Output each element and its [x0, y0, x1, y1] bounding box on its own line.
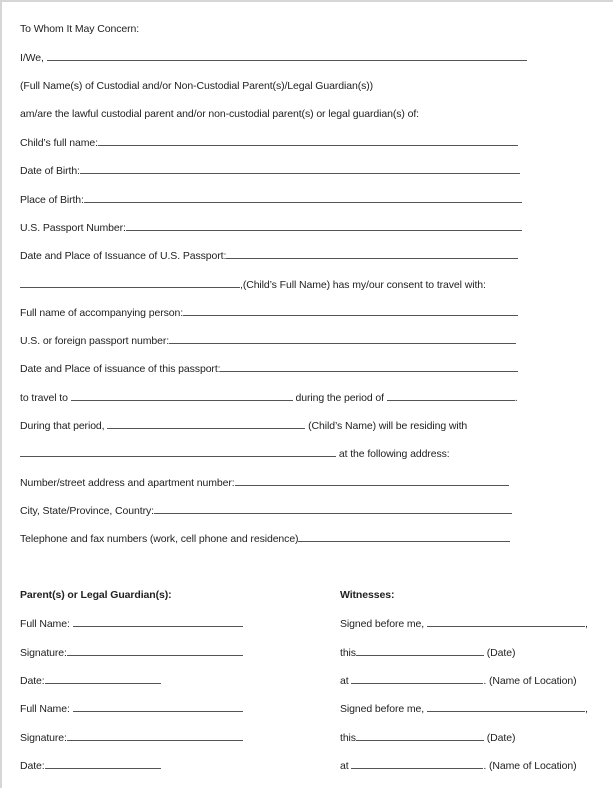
witness-1-signed-field[interactable] — [427, 616, 585, 627]
witness-2-date-field[interactable] — [356, 730, 484, 741]
salutation: To Whom It May Concern: — [20, 23, 140, 35]
street-row — [20, 475, 509, 490]
accompanying-label: Full name of accompanying person: — [20, 307, 184, 319]
travel-to-field[interactable] — [71, 390, 293, 401]
accompanying-passport-label: U.S. or foreign passport number: — [20, 335, 170, 347]
period-end: . — [514, 392, 518, 404]
witness-1-at-label: at — [340, 675, 349, 687]
accompanying-passport-field[interactable] — [169, 333, 516, 344]
witness-1-date-field[interactable] — [356, 645, 484, 656]
during-label: During that period, — [20, 420, 105, 432]
witness-2-signed-field[interactable] — [427, 701, 585, 712]
guardian-2-name-label: Full Name: — [20, 703, 70, 715]
phone-field[interactable] — [298, 531, 510, 542]
city-label: City, State/Province, Country: — [20, 505, 154, 517]
guardian-1-name-field[interactable] — [73, 616, 243, 627]
witness-2-location-caption: . (Name of Location) — [483, 760, 577, 772]
period-label: during the period of — [295, 392, 384, 404]
residing-text: (Child’s Name) will be residing with — [308, 420, 468, 432]
guardian-2-name-field[interactable] — [73, 701, 243, 712]
travel-to-label: to travel to — [20, 392, 68, 404]
parents-caption: (Full Name(s) of Custodial and/or Non-Custodial Parent(s)/Legal Guardian(s)) — [20, 80, 374, 92]
witness-2-date-caption: (Date) — [486, 732, 516, 744]
witness-2-location-field[interactable] — [351, 758, 483, 769]
witness-1-date-row — [340, 645, 515, 660]
witness-2-location-row — [340, 758, 577, 773]
witness-1-location-row — [340, 673, 577, 688]
witness-1-signed-label: Signed before me, — [340, 618, 425, 630]
guardian-2-name-row — [20, 701, 243, 716]
parents-name-field[interactable] — [47, 50, 527, 61]
guardian-2-signature-field[interactable] — [67, 730, 243, 741]
accompanying-issuance-row — [20, 361, 518, 376]
consent-text: ,(Child’s Full Name) has my/our consent to travel with: — [240, 279, 486, 291]
phone-row — [20, 531, 510, 546]
witness-1-signed-row — [340, 616, 588, 631]
guardian-1-date-field[interactable] — [45, 673, 161, 684]
address-text: at the following address: — [338, 448, 450, 460]
consent-child-name-field[interactable] — [20, 277, 240, 288]
witness-1-location-caption: . (Name of Location) — [483, 675, 577, 687]
guardian-1-signature-label: Signature: — [20, 647, 67, 659]
parents-prefix: I/We, — [20, 52, 44, 64]
child-passport-row — [20, 220, 522, 235]
dob-label: Date of Birth: — [20, 165, 80, 177]
dob-field[interactable] — [80, 163, 520, 174]
guardian-2-signature-row — [20, 730, 243, 745]
travel-row — [20, 390, 518, 405]
host-name-field[interactable] — [20, 446, 336, 457]
guardian-2-date-field[interactable] — [45, 758, 161, 769]
child-passport-field[interactable] — [126, 220, 522, 231]
street-field[interactable] — [235, 475, 509, 486]
witness-1-this-label: this — [340, 647, 356, 659]
guardian-1-date-label: Date: — [20, 675, 45, 687]
witness-2-signed-end: , — [584, 703, 588, 715]
pob-row — [20, 192, 522, 207]
guardian-1-name-label: Full Name: — [20, 618, 70, 630]
witness-2-this-label: this — [340, 732, 356, 744]
witness-2-at-label: at — [340, 760, 349, 772]
parents-row — [20, 50, 527, 65]
witness-2-signed-label: Signed before me, — [340, 703, 425, 715]
street-label: Number/street address and apartment number: — [20, 477, 235, 489]
child-name-field[interactable] — [98, 135, 518, 146]
accompanying-issuance-field[interactable] — [220, 361, 518, 372]
guardian-1-signature-field[interactable] — [67, 645, 243, 656]
witness-1-date-caption: (Date) — [486, 647, 516, 659]
child-issuance-field[interactable] — [226, 248, 518, 259]
city-row — [20, 503, 512, 518]
guardians-heading: Parent(s) or Legal Guardian(s): — [20, 589, 172, 601]
accompanying-field[interactable] — [183, 305, 518, 316]
child-name-row — [20, 135, 518, 150]
witnesses-heading: Witnesses: — [340, 589, 395, 601]
witness-2-date-row — [340, 730, 515, 745]
city-field[interactable] — [154, 503, 512, 514]
child-issuance-label: Date and Place of Issuance of U.S. Passport: — [20, 250, 227, 262]
pob-label: Place of Birth: — [20, 194, 84, 206]
guardian-1-date-row — [20, 673, 161, 688]
accompanying-row — [20, 305, 518, 320]
accompanying-issuance-label: Date and Place of issuance of this passport: — [20, 363, 221, 375]
host-row — [20, 446, 450, 461]
residing-child-name-field[interactable] — [107, 418, 305, 429]
guardian-2-date-row — [20, 758, 161, 773]
consent-row — [20, 277, 486, 292]
phone-label: Telephone and fax numbers (work, cell phone and residence) — [20, 533, 299, 545]
child-issuance-row — [20, 248, 518, 263]
child-passport-label: U.S. Passport Number: — [20, 222, 126, 234]
child-name-label: Child’s full name: — [20, 137, 98, 149]
witness-2-signed-row — [340, 701, 588, 716]
witness-1-signed-end: , — [584, 618, 588, 630]
guardian-1-signature-row — [20, 645, 243, 660]
residing-row — [20, 418, 467, 433]
guardian-2-signature-label: Signature: — [20, 732, 67, 744]
period-field[interactable] — [387, 390, 515, 401]
dob-row — [20, 163, 520, 178]
guardian-1-name-row — [20, 616, 243, 631]
pob-field[interactable] — [84, 192, 522, 203]
accompanying-passport-row — [20, 333, 516, 348]
guardian-2-date-label: Date: — [20, 760, 45, 772]
witness-1-location-field[interactable] — [351, 673, 483, 684]
guardian-statement: am/are the lawful custodial parent and/or non-custodial parent(s) or legal guardian(s) of: — [20, 108, 419, 120]
